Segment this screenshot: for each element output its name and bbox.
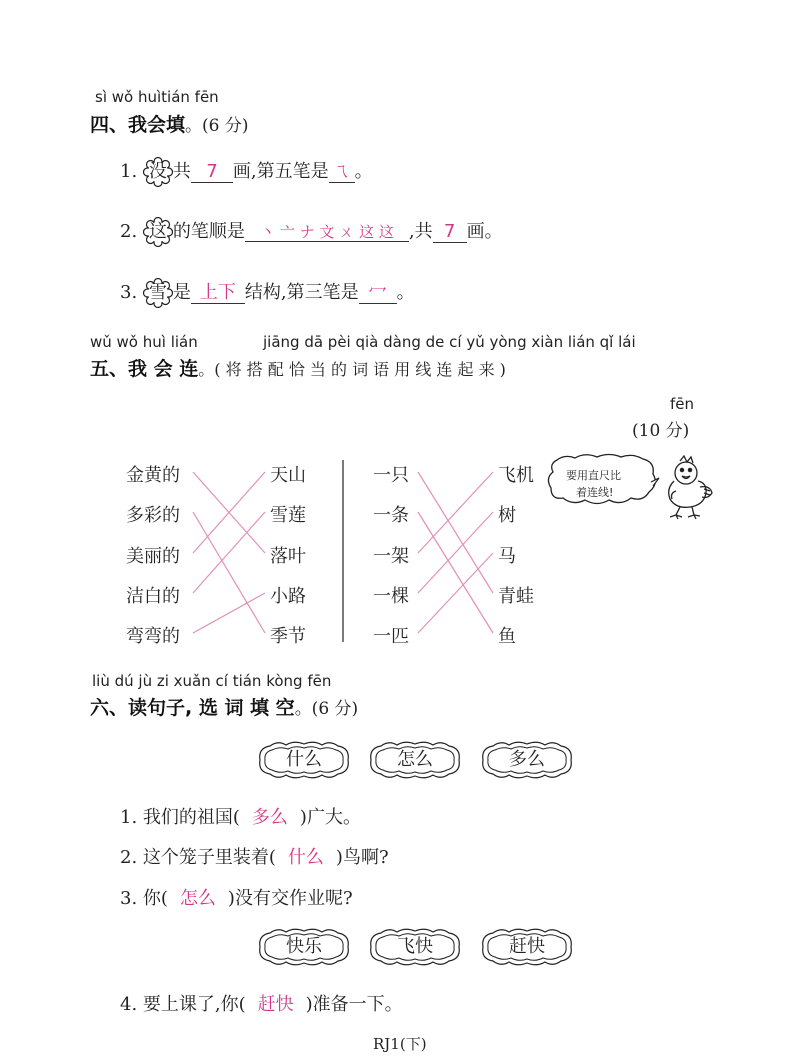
link-yizhi-qingwa [418, 472, 493, 593]
left-a-4: 弯弯的 [126, 626, 180, 647]
q1-text-b: 画,第五笔是 [232, 161, 329, 182]
chip-shenme [256, 740, 352, 780]
right-b-4: 鱼 [498, 626, 516, 647]
sentence-3 [120, 884, 353, 910]
q3-number: 3. [120, 282, 138, 303]
link-yipi-ma [418, 553, 493, 633]
chip-zenme [367, 740, 463, 780]
q1-text-c: 。 [354, 161, 373, 182]
sentence-1 [120, 803, 361, 829]
s4-text-a: 4. 要上课了,你( [120, 994, 246, 1015]
s1-text-a: 1. 我们的祖国( [120, 807, 240, 828]
sec5-instruction: 。( 将 搭 配 恰 当 的 词 语 用 线 连 起 来 ) [198, 360, 506, 379]
left-b-4: 一匹 [373, 626, 409, 647]
bubble-line-1: 要用直尺比 [566, 469, 621, 482]
chip-duome-label: 多么 [509, 749, 545, 770]
q1-number: 1. [120, 161, 138, 182]
q1-char: 没 [148, 161, 167, 182]
s3-answer: 怎么 [179, 888, 216, 909]
q2-answer-strokes: 7 [433, 222, 467, 243]
left-a-3: 洁白的 [126, 586, 180, 607]
s3-text-a: 3. 你( [120, 888, 168, 909]
sec5-score: (10 分) [632, 421, 690, 441]
chip-gankuai [479, 927, 575, 967]
q2-answer-order: 丶 亠 ナ 文 ㄨ 这 这 [245, 224, 409, 242]
sec4-pinyin: sì wǒ huìtián fēn [95, 88, 219, 106]
s4-answer: 赶快 [257, 994, 294, 1015]
q2-text-a: 的笔顺是 [172, 221, 245, 242]
chip-zenme-label: 怎么 [397, 749, 433, 770]
link-yike-shu [418, 512, 493, 593]
chip-duome [479, 740, 575, 780]
q1-answer-stroke: ㄟ [329, 162, 355, 183]
sec5-title: 五、我 会 连 [90, 358, 199, 380]
bubble-line-2: 着连线! [576, 486, 614, 499]
link-yitiao-yu [418, 512, 493, 633]
right-a-4: 季节 [270, 626, 306, 647]
s1-text-b: )广大。 [299, 807, 361, 828]
s2-text-b: )鸟啊? [335, 847, 389, 868]
q2-text-b: ,共 [408, 221, 433, 242]
chip-shenme-label: 什么 [286, 749, 322, 770]
s3-text-b: )没有交作业呢? [227, 888, 353, 909]
chip-feikuai [367, 927, 463, 967]
left-b-1: 一条 [373, 505, 409, 526]
sec5-pinyin-b: jiāng dā pèi qià dàng de cí yǔ yòng xiàn lián qǐ lái [263, 333, 636, 351]
sec5-score-pinyin: fēn [670, 395, 695, 413]
link-yijia-feiji [418, 472, 493, 553]
sentence-4 [120, 990, 403, 1016]
chip-feikuai-label: 飞快 [397, 936, 433, 957]
sec6-title: 六、读句子, 选 词 填 空 [90, 697, 295, 719]
sec6-score: 。(6 分) [294, 699, 359, 719]
right-a-0: 天山 [270, 465, 306, 486]
q3-answer-stroke: 冖 [359, 283, 397, 304]
q2-text-c: 画。 [466, 221, 503, 242]
sec5-pinyin-a: wǔ wǒ huì lián [90, 333, 198, 351]
sec4-title: 四、我会填 [90, 114, 186, 136]
q1-answer-strokes: 7 [191, 162, 233, 183]
sec4-score: 。(6 分) [185, 116, 249, 136]
right-a-1: 雪莲 [270, 505, 306, 526]
sec6-pinyin: liù dú jù zi xuǎn cí tián kòng fēn [92, 672, 332, 690]
left-a-0: 金黄的 [126, 465, 180, 486]
q3-text-a: 是 [172, 282, 191, 303]
q2-char: 这 [148, 221, 167, 242]
right-b-1: 树 [498, 505, 516, 526]
s2-text-a: 2. 这个笼子里装着( [120, 847, 276, 868]
s4-text-b: )准备一下。 [305, 994, 403, 1015]
q3-char: 雪 [148, 282, 167, 303]
right-b-3: 青蛙 [498, 586, 534, 607]
chip-kuaile [256, 927, 352, 967]
q2-number: 2. [120, 221, 138, 242]
chick-icon [660, 455, 718, 520]
link-duocai-jijie [193, 512, 265, 633]
q3-text-b: 结构,第三笔是 [244, 282, 359, 303]
left-a-2: 美丽的 [126, 546, 180, 567]
s1-answer: 多么 [251, 807, 288, 828]
sentence-2 [120, 843, 389, 869]
right-a-3: 小路 [270, 586, 306, 607]
right-b-2: 马 [498, 546, 516, 567]
chip-gankuai-label: 赶快 [509, 936, 545, 957]
left-b-2: 一架 [373, 546, 409, 567]
link-wanwan-xiaolu [193, 593, 265, 633]
q3-answer-structure: 上下 [191, 283, 245, 304]
q1-text-a: 共 [172, 161, 191, 182]
right-b-0: 飞机 [498, 465, 534, 486]
left-b-0: 一只 [373, 465, 409, 486]
left-b-3: 一棵 [373, 586, 409, 607]
right-a-2: 落叶 [270, 546, 306, 567]
chip-kuaile-label: 快乐 [286, 936, 322, 957]
page-footer: RJ1(下) [373, 1035, 427, 1053]
q3-text-c: 。 [396, 282, 415, 303]
link-jiebai-xuelian [193, 512, 265, 593]
left-a-1: 多彩的 [126, 505, 180, 526]
sec6-heading [90, 693, 358, 720]
s2-answer: 什么 [287, 847, 324, 868]
